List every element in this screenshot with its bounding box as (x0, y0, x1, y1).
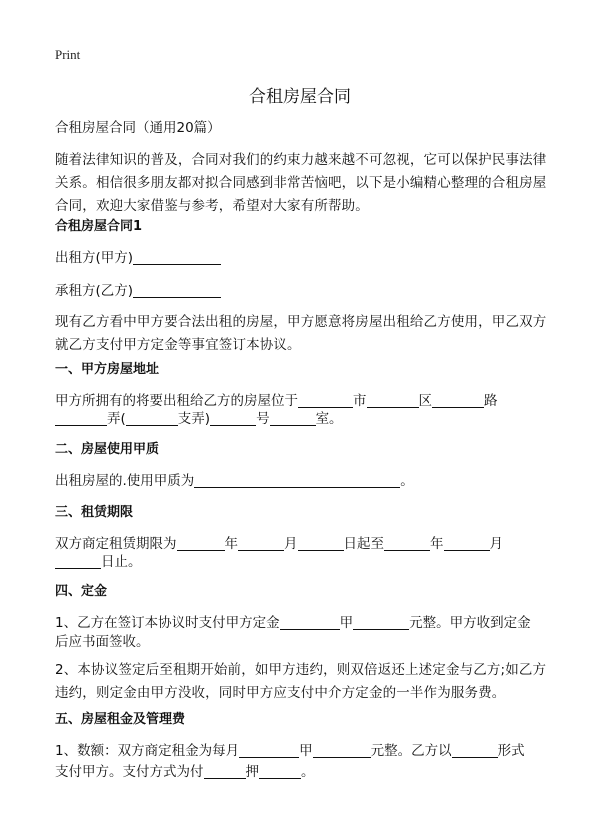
rent-line2-end: 。 (301, 764, 315, 780)
address-prefix: 甲方所拥有的将要出租给乙方的房屋位于 (55, 393, 298, 409)
district-blank (367, 393, 419, 408)
address-line-2 (55, 409, 343, 429)
city-blank (298, 393, 353, 408)
term-prefix: 双方商定租赁期限为 (55, 536, 177, 552)
start-year-blank (177, 536, 225, 551)
usage-line (55, 471, 414, 491)
end-day-label: 日止。 (101, 554, 142, 570)
end-month-label: 月 (489, 536, 503, 552)
start-year-label: 年 (224, 536, 238, 552)
lessor-label: 出租方(甲方) (55, 250, 134, 266)
road-blank (432, 393, 484, 408)
section5-heading: 五、房屋租金及管理费 (55, 712, 186, 727)
number-blank (210, 411, 256, 426)
rent-yuan-label: 元整。乙方以 (370, 743, 452, 759)
term-line-2 (55, 552, 142, 572)
deposit-count-blank (259, 764, 301, 779)
end-year-label: 年 (430, 536, 444, 552)
rent-line2-prefix: 支付甲方。支付方式为付 (55, 764, 204, 780)
deposit-item1-line1 (55, 613, 531, 633)
sublane-label: 支弄) (177, 411, 211, 427)
contract-heading: 合租房屋合同1 (55, 219, 143, 234)
term-line-1 (55, 534, 503, 554)
intro-paragraph: 随着法律知识的普及，合同对我们的约束力越来越不可忽视，它可以保护民事法律关系。相信很多朋友都对拟合同感到非常苦恼吧，以下是小编精心整理的合租房屋合同，欢迎大家借鉴与参考，希望对大家有所帮助。 (55, 152, 547, 214)
deposit-item2: 2、本协议签定后至租期开始前，如甲方违约，则双倍返还上述定金与乙方;如乙方违约，则定金由甲方没收，同时甲方应支付中介方定金的一半作为服务费。 (55, 662, 547, 701)
lane-label: 弄( (107, 411, 126, 427)
lessee-line (55, 281, 221, 301)
start-month-blank (238, 536, 284, 551)
section1-heading: 一、甲方房屋地址 (55, 362, 160, 377)
deposit-yuan-blank (353, 615, 409, 630)
room-blank (270, 411, 316, 426)
room-label: 室。 (315, 411, 343, 427)
rent-amount-blank (239, 743, 299, 758)
agreement-paragraph: 现有乙方看中甲方要合法出租的房屋，甲方愿意将房屋出租给乙方使用，甲乙双方就乙方支付甲方定金等事宜签订本协议。 (55, 314, 547, 353)
rent-item1-line1 (55, 741, 525, 761)
deposit-amount-blank (280, 615, 340, 630)
district-label: 区 (418, 393, 432, 409)
deposit-item1-prefix: 1、乙方在签订本协议时支付甲方定金 (55, 615, 280, 631)
rent-ya-label: 押 (245, 764, 259, 780)
start-month-label: 月 (284, 536, 298, 552)
section3-heading: 三、租赁期限 (55, 505, 134, 520)
pay-blank (204, 764, 246, 779)
number-label: 号 (256, 411, 270, 427)
road-label: 路 (484, 393, 498, 409)
rent-form-label: 形式 (497, 743, 525, 759)
rent-item1-line2 (55, 762, 315, 782)
rent-jia-label: 甲 (299, 743, 313, 759)
usage-blank (194, 473, 400, 488)
section4-heading: 四、定金 (55, 584, 108, 599)
deposit-item1-line2: 后应书面签收。 (55, 634, 150, 650)
lessor-line (55, 248, 221, 268)
deposit-jia-label: 甲 (339, 615, 354, 631)
deposit-item1-suffix: 元整。甲方收到定金 (409, 615, 531, 631)
rent-yuan-blank (313, 743, 371, 758)
end-day-blank (55, 554, 101, 569)
lessee-label: 承租方(乙方) (55, 283, 134, 299)
start-day-blank (298, 536, 344, 551)
end-year-blank (384, 536, 430, 551)
document-subtitle: 合租房屋合同（通用20篇） (55, 120, 221, 136)
section2-heading: 二、房屋使用甲质 (55, 442, 160, 457)
sublane-blank (126, 411, 178, 426)
start-day-label: 日起至 (343, 536, 384, 552)
print-link[interactable]: Print (55, 47, 81, 62)
rent-item1-prefix: 1、数额：双方商定租金为每月 (55, 743, 240, 759)
end-month-blank (444, 536, 490, 551)
lane-blank (55, 411, 107, 426)
usage-suffix: 。 (400, 473, 414, 489)
page-title: 合租房屋合同 (249, 87, 351, 107)
rent-form-blank (452, 743, 498, 758)
lessor-blank (133, 250, 221, 265)
city-label: 市 (353, 393, 367, 409)
lessee-blank (133, 283, 221, 298)
usage-prefix: 出租房屋的.使用甲质为 (55, 473, 195, 489)
address-line-1 (55, 391, 498, 411)
